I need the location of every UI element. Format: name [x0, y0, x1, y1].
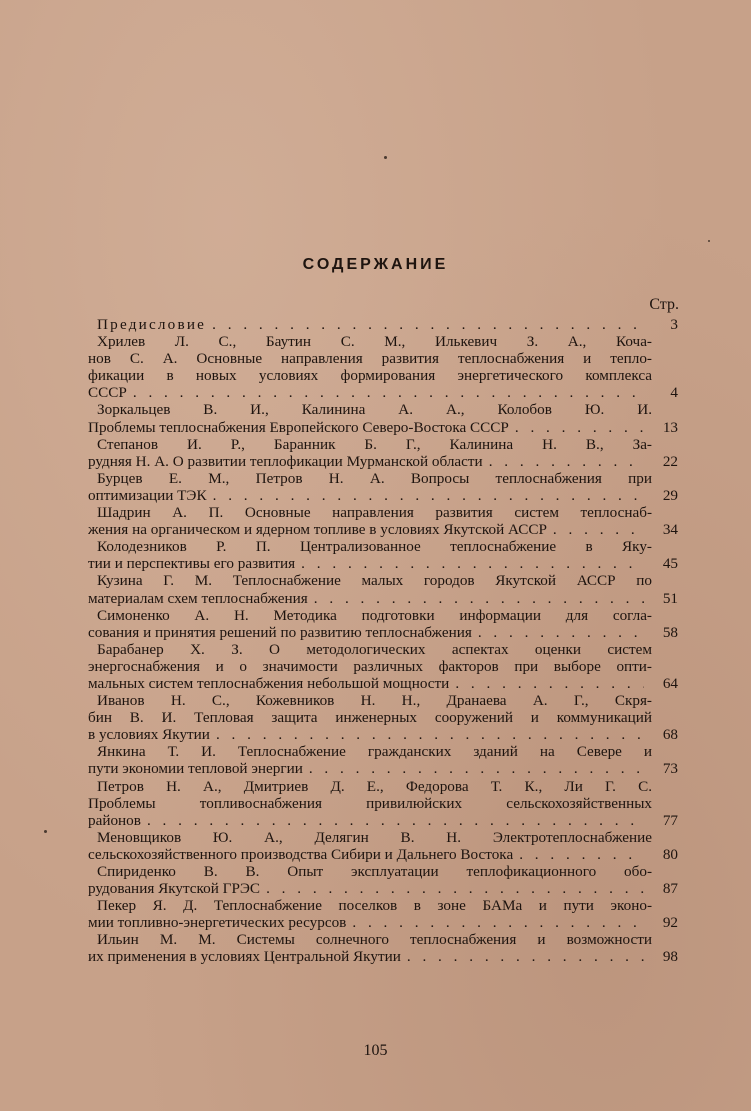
toc-entry-text: Проблемы теплоснабжения Европейского Северо-Востока СССР	[88, 418, 509, 436]
toc-line	[88, 572, 678, 589]
dot-leader	[295, 555, 644, 572]
toc-line	[88, 812, 678, 829]
dot-leader	[141, 812, 644, 829]
toc-entry-text: Ильин М. М. Системы солнечного теплоснабжения и возможности	[97, 931, 652, 949]
toc-page-number: 98	[662, 948, 678, 966]
page-column-header: Стр.	[649, 296, 679, 313]
toc-line	[88, 931, 678, 948]
toc-line	[88, 401, 678, 418]
toc-page-number: 4	[670, 384, 678, 402]
toc-entry-text: нов С. А. Основные направления развития теплоснабжения и тепло-	[88, 350, 652, 368]
toc-page-number: 92	[662, 914, 678, 932]
toc-entry	[88, 641, 678, 692]
toc-page-number: 51	[662, 589, 678, 607]
toc-entry-text: Шадрин А. П. Основные направления развития систем теплоснаб-	[97, 504, 652, 522]
toc-entry-text: энергоснабжения и о значимости различных факторов при выборе опти-	[88, 657, 652, 675]
dot-leader	[207, 487, 644, 504]
toc-entry	[88, 897, 678, 931]
toc-entry	[88, 572, 678, 606]
toc-line	[88, 350, 678, 367]
toc-page-number: 87	[662, 880, 678, 898]
dot-leader	[509, 419, 644, 436]
toc-line	[88, 726, 678, 743]
toc-line	[88, 760, 678, 777]
toc-line	[88, 863, 678, 880]
paper-speck	[708, 240, 710, 242]
toc-line	[88, 487, 678, 504]
toc-line	[88, 778, 678, 795]
toc-line	[88, 897, 678, 914]
toc-entry-text: Зоркальцев В. И., Калинина А. А., Колобов Ю. И.	[97, 401, 652, 419]
toc-page-number: 22	[662, 452, 678, 470]
toc-entry	[88, 931, 678, 965]
toc-line	[88, 453, 678, 470]
dot-leader	[206, 316, 644, 333]
toc-line	[88, 436, 678, 453]
toc-entry-text: Хрилев Л. С., Баутин С. М., Илькевич З. А., Коча-	[97, 333, 652, 351]
dot-leader	[308, 590, 644, 607]
toc-entry	[88, 778, 678, 829]
toc-entry-text: Предисловие	[97, 316, 207, 333]
toc-entry	[88, 692, 678, 743]
toc-entry-text: Кузина Г. М. Теплоснабжение малых городов Якутской АССР по	[97, 572, 652, 590]
dot-leader	[260, 880, 644, 897]
toc-line	[88, 607, 678, 624]
dot-leader	[303, 760, 644, 777]
toc-entry-text: жения на органическом и ядерном топливе в условиях Якутской АССР	[88, 521, 547, 539]
toc-page-number: 77	[662, 811, 678, 829]
toc-entry-text: пути экономии тепловой энергии	[88, 760, 303, 778]
toc-page-number: 45	[662, 555, 678, 573]
toc-line	[88, 521, 678, 538]
toc-entry-text: мальных систем теплоснабжения небольшой мощности	[88, 674, 450, 692]
toc-line	[88, 709, 678, 726]
toc-entry-text: сельскохозяйственного производства Сибири и Дальнего Востока	[88, 845, 514, 863]
toc-entry	[88, 470, 678, 504]
dot-leader	[401, 948, 644, 965]
toc-page-number: 80	[662, 845, 678, 863]
toc-entry-text: Пекер Я. Д. Теплоснабжение поселков в зоне БАМа и пути эконо-	[97, 897, 652, 915]
toc-line	[88, 914, 678, 931]
toc-line	[88, 846, 678, 863]
toc-line	[88, 692, 678, 709]
toc-entry-text: рудняя Н. А. О развитии теплофикации Мурманской области	[88, 452, 483, 470]
toc-page-number: 68	[662, 726, 678, 744]
paper-speck	[44, 830, 47, 833]
table-of-contents	[88, 316, 678, 966]
toc-line	[88, 555, 678, 572]
toc-entry	[88, 863, 678, 897]
toc-line	[88, 948, 678, 965]
dot-leader	[210, 726, 644, 743]
toc-line	[88, 641, 678, 658]
toc-line	[88, 795, 678, 812]
toc-line	[88, 743, 678, 760]
toc-entry-text: Иванов Н. С., Кожевников Н. Н., Дранаева А. Г., Скря-	[97, 692, 652, 710]
toc-entry-text: Симоненко А. Н. Методика подготовки информации для согла-	[97, 606, 652, 624]
toc-entry-text: тии и перспективы его развития	[88, 555, 296, 573]
toc-page-number: 64	[662, 674, 678, 692]
toc-entry-text: оптимизации ТЭК	[88, 486, 207, 504]
toc-entry	[88, 743, 678, 777]
dot-leader	[127, 384, 644, 401]
toc-line	[88, 538, 678, 555]
toc-entry-text: районов	[88, 811, 141, 829]
toc-entry-text: Степанов И. Р., Баранник Б. Г., Калинина Н. В., За-	[97, 435, 652, 453]
toc-entry-text: их применения в условиях Центральной Якутии	[88, 948, 401, 966]
toc-entry-text: мии топливно-энергетических ресурсов	[88, 914, 347, 932]
dot-leader	[483, 453, 644, 470]
toc-line	[88, 829, 678, 846]
toc-entry	[88, 829, 678, 863]
toc-entry-text: бин В. И. Тепловая защита инженерных сооружений и коммуникаций	[88, 709, 652, 727]
toc-entry-text: Меновщиков Ю. А., Делягин В. Н. Электротеплоснабжение	[97, 828, 652, 846]
toc-entry-text: сования и принятия решений по развитию теплоснабжения	[88, 623, 472, 641]
toc-entry	[88, 436, 678, 470]
toc-page-number: 13	[662, 418, 678, 436]
toc-entry	[88, 538, 678, 572]
toc-line	[88, 384, 678, 401]
toc-line	[88, 470, 678, 487]
toc-page-number: 3	[670, 316, 678, 333]
toc-entry-text: СССР	[88, 384, 127, 402]
toc-entry	[88, 333, 678, 401]
toc-entry-text: Бурцев Е. М., Петров Н. А. Вопросы теплоснабжения при	[97, 469, 652, 487]
toc-line	[88, 658, 678, 675]
toc-entry-text: в условиях Якутии	[88, 726, 210, 744]
paper-speck	[384, 156, 387, 159]
toc-line	[88, 675, 678, 692]
toc-line	[88, 880, 678, 897]
toc-entry-text: Петров Н. А., Дмитриев Д. Е., Федорова Т. К., Ли Г. С.	[97, 777, 652, 795]
toc-entry-text: Барабанер Х. З. О методологических аспектах оценки систем	[97, 640, 652, 658]
dot-leader	[547, 521, 644, 538]
toc-entry	[88, 607, 678, 641]
toc-entry	[88, 316, 678, 333]
page-number: 105	[363, 1042, 388, 1059]
toc-entry	[88, 504, 678, 538]
toc-line	[88, 419, 678, 436]
toc-page-number: 29	[662, 486, 678, 504]
dot-leader	[449, 675, 644, 692]
toc-entry-text: фикации в новых условиях формирования энергетического комплекса	[88, 367, 652, 385]
toc-line	[88, 333, 678, 350]
toc-entry-text: материалам схем теплоснабжения	[88, 589, 308, 607]
toc-line	[88, 367, 678, 384]
toc-entry-text: Проблемы топливоснабжения привилюйских сельскохозяйственных	[88, 794, 652, 812]
toc-entry-text: Колодезников Р. П. Централизованное теплоснабжение в Яку-	[97, 538, 652, 556]
toc-line	[88, 624, 678, 641]
toc-line	[88, 590, 678, 607]
toc-page-number: 73	[662, 760, 678, 778]
toc-entry-text: рудования Якутской ГРЭС	[88, 880, 261, 898]
toc-page-number: 34	[662, 521, 678, 539]
toc-entry-text: Спириденко В. В. Опыт эксплуатации теплофикационного обо-	[97, 863, 652, 880]
dot-leader	[346, 914, 644, 931]
toc-page-number: 58	[662, 623, 678, 641]
toc-entry	[88, 401, 678, 435]
toc-line	[88, 316, 678, 333]
toc-line	[88, 504, 678, 521]
dot-leader	[513, 846, 644, 863]
toc-heading: СОДЕРЖАНИЕ	[302, 256, 449, 273]
dot-leader	[472, 624, 644, 641]
toc-entry-text: Янкина Т. И. Теплоснабжение гражданских зданий на Севере и	[97, 743, 652, 761]
